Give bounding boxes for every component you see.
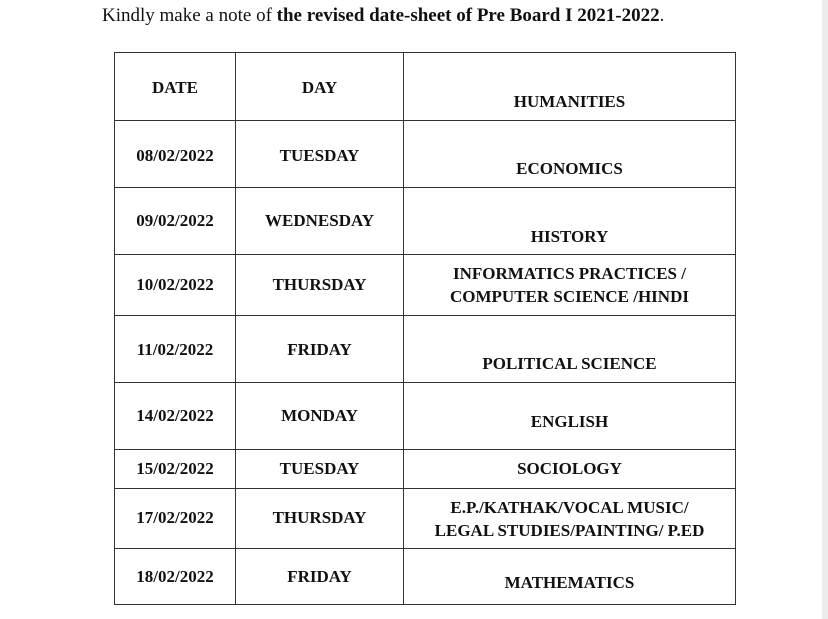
header-date-label: DATE	[152, 78, 198, 97]
table-row	[115, 549, 736, 605]
subject-value: POLITICAL SCIENCE	[482, 354, 657, 373]
subject-cell	[404, 383, 736, 450]
subject-cell	[404, 188, 736, 255]
day-value: WEDNESDAY	[265, 211, 374, 230]
date-cell	[115, 489, 236, 549]
subject-line-2: LEGAL STUDIES/PAINTING/ P.ED	[434, 521, 705, 540]
date-cell	[115, 255, 236, 316]
date-cell	[115, 316, 236, 383]
day-cell	[236, 549, 404, 605]
subject-value: ECONOMICS	[516, 159, 623, 178]
header-day	[236, 53, 404, 121]
subject-line-1: INFORMATICS PRACTICES /	[453, 264, 686, 283]
subject-cell	[404, 316, 736, 383]
day-cell	[236, 489, 404, 549]
subject-value: ENGLISH	[530, 412, 609, 431]
day-value: TUESDAY	[279, 459, 360, 478]
day-value: TUESDAY	[279, 146, 360, 165]
intro-suffix: .	[659, 5, 665, 26]
subject-cell	[404, 121, 736, 188]
day-cell	[236, 255, 404, 316]
subject-line-2: COMPUTER SCIENCE /HINDI	[450, 287, 689, 306]
table-row	[115, 121, 736, 188]
intro-sentence	[102, 5, 664, 27]
date-value: 08/02/2022	[136, 146, 214, 165]
subject-cell	[404, 489, 736, 549]
date-value: 18/02/2022	[136, 567, 214, 586]
date-cell	[115, 121, 236, 188]
day-cell	[236, 188, 404, 255]
day-cell	[236, 121, 404, 188]
date-value: 14/02/2022	[136, 406, 214, 425]
day-value: THURSDAY	[272, 508, 367, 527]
date-value: 15/02/2022	[136, 459, 214, 478]
day-cell	[236, 383, 404, 450]
day-value: FRIDAY	[287, 340, 352, 359]
header-date	[115, 53, 236, 121]
table-row	[115, 316, 736, 383]
date-value: 11/02/2022	[136, 340, 214, 359]
header-subject	[404, 53, 736, 121]
intro-bold-title: the revised date-sheet of Pre Board I 2021-2022	[276, 5, 660, 26]
subject-line-1: E.P./KATHAK/VOCAL MUSIC/	[450, 498, 689, 517]
day-value: THURSDAY	[272, 275, 367, 294]
date-value: 10/02/2022	[136, 275, 214, 294]
date-cell	[115, 450, 236, 489]
subject-value: HISTORY	[530, 227, 609, 246]
date-value: 09/02/2022	[136, 211, 214, 230]
header-row	[115, 53, 736, 121]
intro-prefix: Kindly make a note of	[102, 5, 277, 26]
day-value: MONDAY	[281, 406, 358, 425]
date-value: 17/02/2022	[136, 508, 214, 527]
table-row	[115, 383, 736, 450]
table-row	[115, 489, 736, 549]
subject-value: MATHEMATICS	[504, 573, 635, 592]
table-row	[115, 255, 736, 316]
header-day-label: DAY	[301, 78, 338, 97]
table-row	[115, 450, 736, 489]
date-cell	[115, 549, 236, 605]
date-cell	[115, 188, 236, 255]
header-subject-label: HUMANITIES	[513, 92, 626, 111]
day-value: FRIDAY	[287, 567, 352, 586]
day-cell	[236, 450, 404, 489]
date-cell	[115, 383, 236, 450]
subject-value: SOCIOLOGY	[517, 459, 622, 478]
date-sheet-table	[114, 52, 736, 605]
day-cell	[236, 316, 404, 383]
subject-cell	[404, 549, 736, 605]
table-row	[115, 188, 736, 255]
subject-cell	[404, 255, 736, 316]
subject-cell	[404, 450, 736, 489]
